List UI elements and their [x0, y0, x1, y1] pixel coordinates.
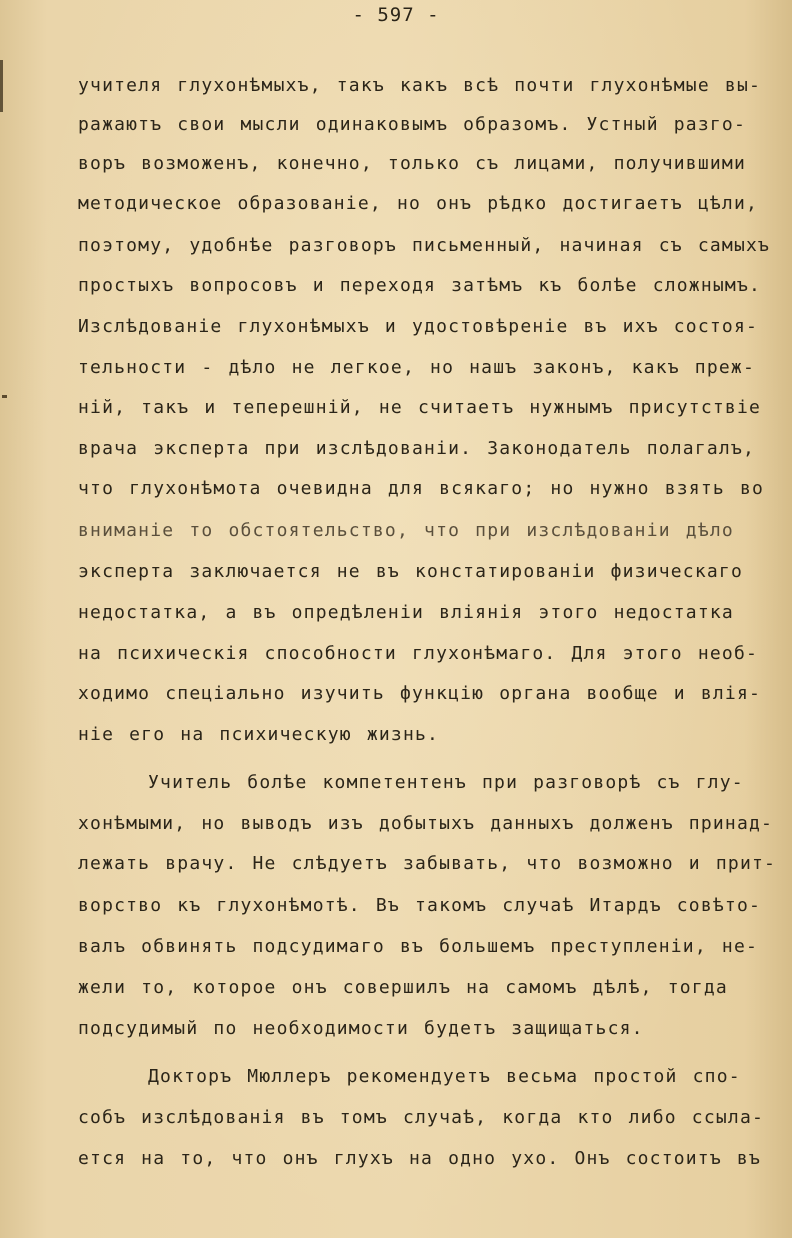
text-line: тельности - дѣло не легкое, но нашъ законъ, какъ преж- [78, 357, 755, 378]
text-line: врача эксперта при изслѣдованіи. Законодатель полагалъ, [78, 438, 756, 459]
text-line: ній, такъ и теперешній, не считаетъ нужнымъ присутствіе [78, 397, 762, 418]
page-number: - 597 - [352, 4, 440, 26]
text-line: учителя глухонѣмыхъ, такъ какъ всѣ почти глухонѣмые вы- [78, 75, 762, 96]
text-line: простыхъ вопросовъ и переходя затѣмъ къ болѣе сложнымъ. [78, 275, 762, 296]
text-line: что глухонѣмота очевидна для всякаго; но нужно взять во [78, 478, 765, 499]
binding-mark [0, 60, 3, 112]
text-line: ворство къ глухонѣмотѣ. Въ такомъ случаѣ Итардъ совѣто- [78, 895, 762, 916]
text-line: недостатка, а въ опредѣленіи вліянія этого недостатка [78, 602, 734, 623]
text-line: вниманіе то обстоятельство, что при изслѣдованіи дѣло [78, 520, 734, 541]
text-line: лежать врачу. Не слѣдуетъ забывать, что возможно и прит- [78, 853, 777, 874]
text-line: воръ возможенъ, конечно, только съ лицами, получившими [78, 153, 746, 174]
text-line: на психическія способности глухонѣмаго. Для этого необ- [78, 643, 759, 664]
text-line: методическое образованіе, но онъ рѣдко достигаетъ цѣли, [78, 193, 759, 214]
text-line: Изслѣдованіе глухонѣмыхъ и удостовѣреніе въ ихъ состоя- [78, 316, 759, 337]
text-line: подсудимый по необходимости будетъ защищаться. [78, 1018, 644, 1039]
text-line: ніе его на психическую жизнь. [78, 724, 440, 745]
text-line: поэтому, удобнѣе разговоръ письменный, начиная съ самыхъ [78, 235, 771, 256]
text-line: ражаютъ свои мысли одинаковымъ образомъ. Устный разго- [78, 114, 746, 135]
text-line: жели то, которое онъ совершилъ на самомъ дѣлѣ, тогда [78, 977, 728, 998]
text-line: хонѣмыми, но выводъ изъ добытыхъ данныхъ долженъ принад- [78, 813, 774, 834]
margin-mark [2, 395, 7, 398]
text-line: собъ изслѣдованія въ томъ случаѣ, когда кто либо ссыла- [78, 1107, 765, 1128]
text-line: Докторъ Мюллеръ рекомендуетъ весьма простой спо- [148, 1066, 741, 1087]
text-line: Учитель болѣе компетентенъ при разговорѣ съ глу- [148, 772, 744, 793]
text-line: эксперта заключается не въ констатированіи физическаго [78, 561, 743, 582]
text-line: валъ обвинять подсудимаго въ большемъ преступленіи, не- [78, 936, 759, 957]
text-line: ходимо спеціально изучить функцію органа вообще и влія- [78, 683, 762, 704]
text-line: ется на то, что онъ глухъ на одно ухо. Онъ состоитъ въ [78, 1148, 761, 1169]
